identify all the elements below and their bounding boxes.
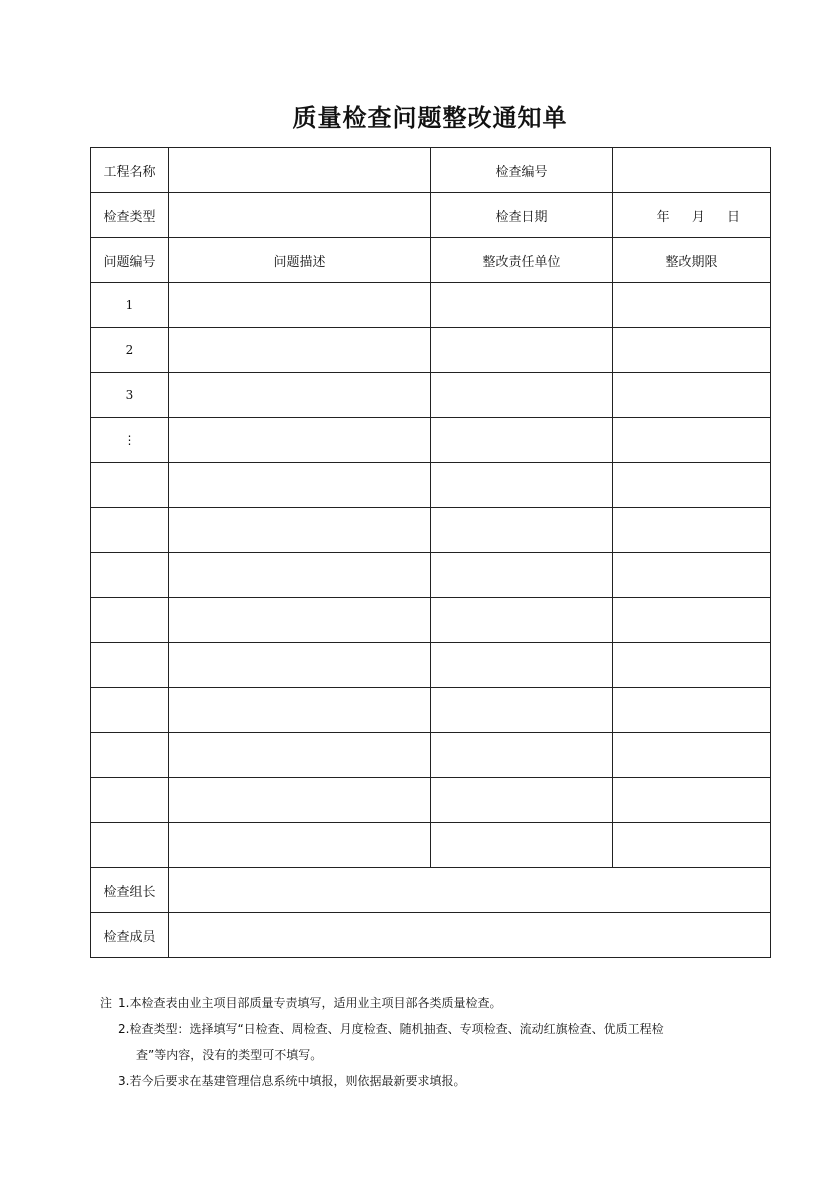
issue-rows xyxy=(91,283,771,868)
column-header-row xyxy=(91,238,771,283)
column-header-issue-no: 问题编号 xyxy=(91,238,169,283)
issue-desc-cell[interactable] xyxy=(169,553,431,598)
note-1-text: 1.本检查表由业主项目部质量专责填写，适用业主项目部各类质量检查。 xyxy=(118,996,502,1010)
deadline-cell[interactable] xyxy=(613,418,771,463)
date-day-label: 日 xyxy=(726,209,740,225)
issue-no-cell[interactable]: 3 xyxy=(91,373,169,418)
note-2-text: 2.检查类型：选择填写“日检查、周检查、月度检查、随机抽查、专项检查、流动红旗检查、优质工程检 xyxy=(118,1022,664,1036)
table-row xyxy=(91,418,771,463)
table-row xyxy=(91,598,771,643)
issue-desc-cell[interactable] xyxy=(169,643,431,688)
issue-no-cell[interactable] xyxy=(91,823,169,868)
issue-no-cell[interactable] xyxy=(91,598,169,643)
column-header-deadline: 整改期限 xyxy=(613,238,771,283)
table-row xyxy=(91,508,771,553)
team-members-label: 检查成员 xyxy=(91,913,169,958)
issue-desc-cell[interactable] xyxy=(169,418,431,463)
inspection-form-table xyxy=(90,147,771,958)
inspection-date-label: 检查日期 xyxy=(431,193,613,238)
issue-no-cell[interactable] xyxy=(91,733,169,778)
table-row xyxy=(91,643,771,688)
deadline-cell[interactable] xyxy=(613,283,771,328)
responsible-unit-cell[interactable] xyxy=(431,283,613,328)
note-3-text: 3.若今后要求在基建管理信息系统中填报，则依据最新要求填报。 xyxy=(118,1074,466,1088)
issue-desc-cell[interactable] xyxy=(169,508,431,553)
issue-desc-cell[interactable] xyxy=(169,778,431,823)
issue-no-cell[interactable] xyxy=(91,463,169,508)
header-row-type xyxy=(91,193,771,238)
note-line-3 xyxy=(100,1068,760,1094)
deadline-cell[interactable] xyxy=(613,778,771,823)
responsible-unit-cell[interactable] xyxy=(431,778,613,823)
deadline-cell[interactable] xyxy=(613,643,771,688)
note-line-2 xyxy=(100,1016,760,1042)
table-row xyxy=(91,778,771,823)
responsible-unit-cell[interactable] xyxy=(431,373,613,418)
project-name-field[interactable] xyxy=(169,148,431,193)
table-row xyxy=(91,283,771,328)
deadline-cell[interactable] xyxy=(613,328,771,373)
note-prefix: 注 xyxy=(100,996,113,1010)
responsible-unit-cell[interactable] xyxy=(431,823,613,868)
issue-no-cell[interactable]: 1 xyxy=(91,283,169,328)
issue-no-cell[interactable] xyxy=(91,508,169,553)
responsible-unit-cell[interactable] xyxy=(431,643,613,688)
deadline-cell[interactable] xyxy=(613,508,771,553)
issue-no-cell[interactable] xyxy=(91,688,169,733)
date-month-label: 月 xyxy=(691,209,705,225)
table-row xyxy=(91,373,771,418)
responsible-unit-cell[interactable] xyxy=(431,328,613,373)
table-row xyxy=(91,463,771,508)
table-row xyxy=(91,823,771,868)
deadline-cell[interactable] xyxy=(613,688,771,733)
issue-no-cell[interactable]: ⋮ xyxy=(91,418,169,463)
issue-desc-cell[interactable] xyxy=(169,598,431,643)
table-row xyxy=(91,553,771,598)
inspection-date-field[interactable] xyxy=(613,193,771,238)
issue-desc-cell[interactable] xyxy=(169,733,431,778)
table-row xyxy=(91,328,771,373)
footer-row-leader xyxy=(91,868,771,913)
responsible-unit-cell[interactable] xyxy=(431,508,613,553)
header-row-project xyxy=(91,148,771,193)
deadline-cell[interactable] xyxy=(613,598,771,643)
responsible-unit-cell[interactable] xyxy=(431,553,613,598)
team-leader-field[interactable] xyxy=(169,868,771,913)
responsible-unit-cell[interactable] xyxy=(431,418,613,463)
responsible-unit-cell[interactable] xyxy=(431,688,613,733)
issue-no-cell[interactable] xyxy=(91,778,169,823)
responsible-unit-cell[interactable] xyxy=(431,733,613,778)
inspection-type-label: 检查类型 xyxy=(91,193,169,238)
issue-desc-cell[interactable] xyxy=(169,688,431,733)
note-line-1 xyxy=(100,990,760,1016)
inspection-type-field[interactable] xyxy=(169,193,431,238)
issue-no-cell[interactable] xyxy=(91,643,169,688)
deadline-cell[interactable] xyxy=(613,823,771,868)
deadline-cell[interactable] xyxy=(613,463,771,508)
responsible-unit-cell[interactable] xyxy=(431,598,613,643)
project-name-label: 工程名称 xyxy=(91,148,169,193)
deadline-cell[interactable] xyxy=(613,373,771,418)
issue-desc-cell[interactable] xyxy=(169,463,431,508)
issue-no-cell[interactable] xyxy=(91,553,169,598)
column-header-issue-desc: 问题描述 xyxy=(169,238,431,283)
team-leader-label: 检查组长 xyxy=(91,868,169,913)
inspection-no-field[interactable] xyxy=(613,148,771,193)
notes-section xyxy=(100,990,760,1094)
page-title: 质量检查问题整改通知单 xyxy=(292,104,568,132)
deadline-cell[interactable] xyxy=(613,553,771,598)
issue-no-cell[interactable]: 2 xyxy=(91,328,169,373)
footer-row-members xyxy=(91,913,771,958)
issue-desc-cell[interactable] xyxy=(169,823,431,868)
inspection-no-label: 检查编号 xyxy=(431,148,613,193)
date-year-label: 年 xyxy=(656,209,670,225)
responsible-unit-cell[interactable] xyxy=(431,463,613,508)
column-header-responsible-unit: 整改责任单位 xyxy=(431,238,613,283)
note-2-cont-text: 查”等内容，没有的类型可不填写。 xyxy=(136,1048,323,1062)
table-row xyxy=(91,688,771,733)
issue-desc-cell[interactable] xyxy=(169,283,431,328)
team-members-field[interactable] xyxy=(169,913,771,958)
issue-desc-cell[interactable] xyxy=(169,373,431,418)
deadline-cell[interactable] xyxy=(613,733,771,778)
table-row xyxy=(91,733,771,778)
note-line-2-cont xyxy=(100,1042,760,1068)
issue-desc-cell[interactable] xyxy=(169,328,431,373)
